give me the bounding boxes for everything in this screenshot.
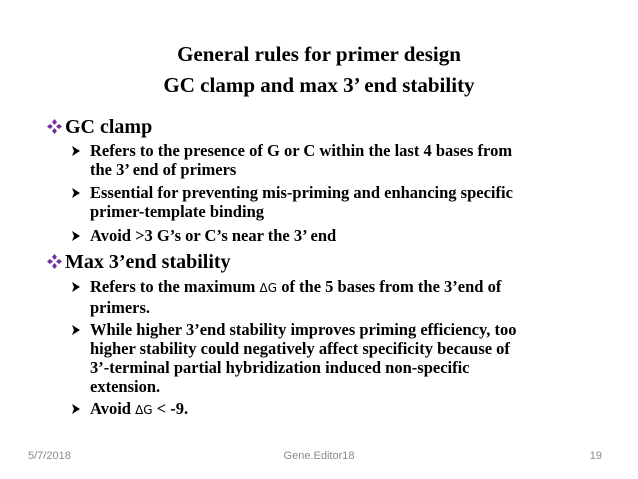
list-item — [72, 183, 612, 221]
bullet-text-line: higher stability could negatively affect specificity because of — [90, 339, 510, 358]
bullet-text-segment: Avoid — [90, 399, 136, 418]
bullet-text-segment: of the 5 bases from the 3’end of — [277, 277, 502, 296]
section-heading-max-3-end-stability — [46, 250, 231, 274]
list-item — [72, 277, 612, 317]
diamond-bullet-icon — [46, 253, 63, 270]
arrow-bullet-icon — [72, 282, 80, 292]
bullet-text-line: extension. — [90, 377, 161, 396]
bullet-text-line: Refers to the presence of G or C within the last 4 bases from — [90, 141, 513, 160]
section-heading-text: Max 3’end stability — [65, 251, 231, 273]
bullet-text-line: primers. — [90, 298, 151, 317]
diamond-bullet-icon — [46, 118, 63, 135]
bullet-text-line: While higher 3’end stability improves priming efficiency, too — [90, 320, 517, 339]
bullet-text-line: primer-template binding — [90, 202, 264, 221]
arrow-bullet-icon — [72, 325, 80, 335]
bullet-text-line: 3’-terminal partial hybridization induced non-specific — [90, 358, 470, 377]
delta-g-symbol: ΔG — [259, 281, 278, 295]
section-heading-gc-clamp — [46, 115, 152, 139]
footer-date: 5/7/2018 — [28, 450, 71, 462]
bullet-text-segment: < -9. — [152, 399, 189, 418]
list-item — [72, 399, 612, 420]
bullet-text-line: Avoid >3 G’s or C’s near the 3’ end — [90, 226, 337, 245]
bullet-text-segment: Refers to the maximum — [90, 277, 260, 296]
footer-author: Gene.Editor18 — [283, 450, 355, 462]
list-item — [72, 320, 612, 396]
bullet-text-line: Essential for preventing mis-priming and enhancing specific — [90, 183, 513, 202]
section-heading-text: GC clamp — [65, 116, 153, 138]
bullet-text-line: the 3’ end of primers — [90, 160, 237, 179]
slide-title-line-2: GC clamp and max 3’ end stability — [163, 73, 475, 97]
footer-page-number: 19 — [589, 450, 602, 462]
arrow-bullet-icon — [72, 146, 80, 156]
arrow-bullet-icon — [72, 404, 80, 414]
list-item — [72, 141, 612, 179]
arrow-bullet-icon — [72, 231, 80, 241]
list-item — [72, 226, 612, 245]
arrow-bullet-icon — [72, 188, 80, 198]
delta-g-symbol: ΔG — [135, 403, 153, 417]
slide-title-line-1: General rules for primer design — [177, 42, 461, 66]
